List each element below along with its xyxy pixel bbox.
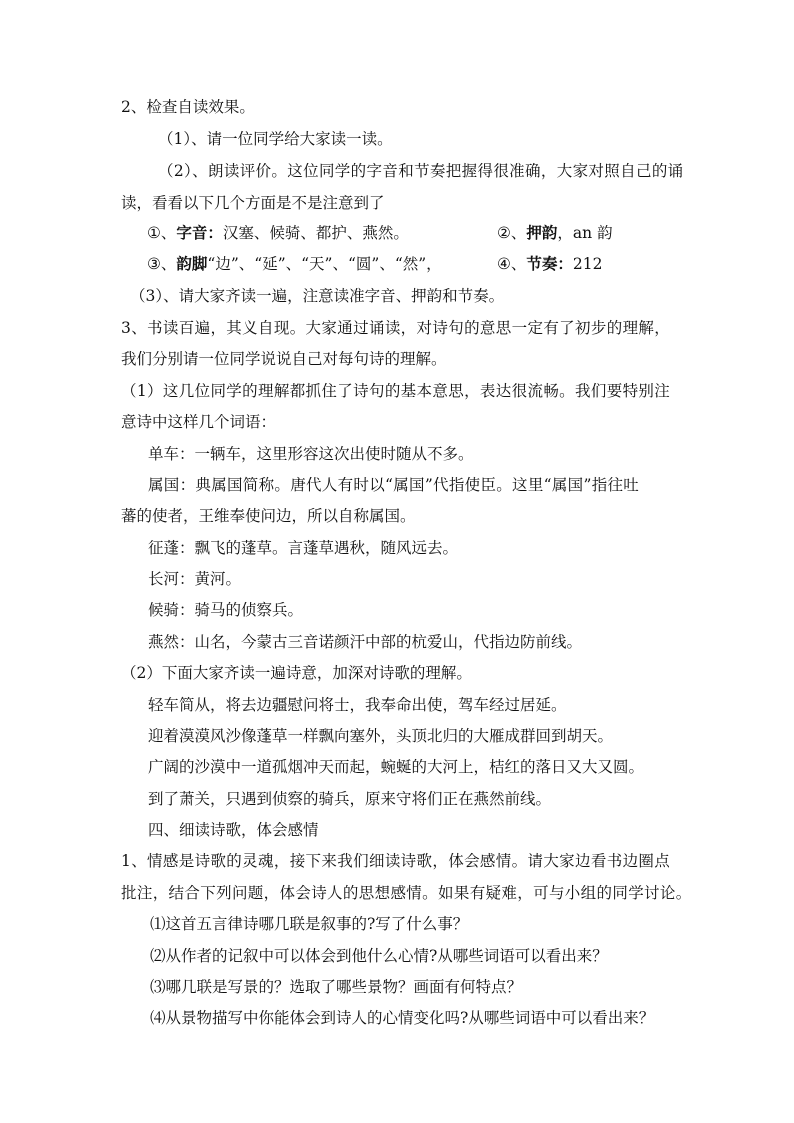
paragraph-line: （3）、请大家齐读一遍，注意读准字音、押韵和节奏。 bbox=[130, 287, 505, 305]
glossary-item: 候骑：骑马的侦察兵。 bbox=[148, 601, 304, 619]
paragraph-line: （1）、请一位同学给大家读一读。 bbox=[158, 130, 393, 148]
paragraph-line: （2）下面大家齐读一遍诗意，加深对诗歌的理解。 bbox=[121, 664, 472, 682]
paragraph-line: 意诗中这样几个词语： bbox=[121, 413, 277, 431]
glossary-item: 燕然：山名，今蒙古三音诺颜汗中部的杭爱山，代指边防前线。 bbox=[148, 633, 583, 651]
translation-line: 迎着漠漠风沙像蓬草一样飘向塞外，头顶北归的大雁成群回到胡天。 bbox=[148, 727, 614, 745]
glossary-item: 单车：一辆车，这里形容这次出使时随从不多。 bbox=[148, 445, 474, 463]
translation-line: 广阔的沙漠中一道孤烟冲天而起，蜿蜒的大河上，桔红的落日又大又圆。 bbox=[148, 758, 645, 776]
translation-line: 到了萧关，只遇到侦察的骑兵，原来守将们正在燕然前线。 bbox=[148, 790, 552, 808]
glossary-item: 蕃的使者，王维奉使问边，所以自称属国。 bbox=[121, 507, 416, 525]
question-item: ⑶哪几联是写景的？选取了哪些景物？画面有何特点？ bbox=[150, 978, 523, 996]
paragraph-line: （1）这几位同学的理解都抓住了诗句的基本意思，表达很流畅。我们要特别注 bbox=[121, 382, 671, 400]
question-item: ⑵从作者的记叙中可以体会到他什么心情?从哪些词语可以看出来？ bbox=[150, 947, 608, 965]
question-item: ⑴这首五言律诗哪几联是叙事的?写了什么事？ bbox=[150, 915, 469, 933]
glossary-item: 属国：典属国简称。唐代人有时以“属国”代指使臣。这里“属国”指往吐 bbox=[148, 476, 640, 494]
paragraph-line: （2）、朗读评价。这位同学的字音和节奏把握得很准确，大家对照自己的诵 bbox=[158, 162, 684, 180]
paragraph-line: 批注，结合下列问题，体会诗人的思想感情。如果有疑难，可与小组的同学讨论。 bbox=[121, 884, 692, 902]
section-heading: 四、细读诗歌，体会感情 bbox=[148, 821, 319, 839]
question-item: ⑷从景物描写中你能体会到诗人的心情变化吗?从哪些词语中可以看出来？ bbox=[150, 1009, 655, 1027]
point-item-3: ③、韵脚“边”、“延”、“天”、“圆”、“然”， bbox=[147, 254, 442, 273]
point-item-1: ①、字音：汉塞、候骑、都护、燕然。 bbox=[147, 223, 409, 242]
translation-line: 轻车简从，将去边疆慰问将士，我奉命出使，驾车经过居延。 bbox=[148, 696, 567, 714]
point-item-2: ②、押韵，an 韵 bbox=[497, 223, 613, 242]
step-heading: 3、书读百遍，其义自现。大家通过诵读，对诗句的意思一定有了初步的理解， bbox=[121, 319, 671, 337]
point-item-4: ④、节奏：212 bbox=[497, 254, 603, 273]
step-heading: 2、检查自读效果。 bbox=[121, 98, 255, 116]
glossary-item: 长河：黄河。 bbox=[148, 570, 242, 588]
paragraph-line: 读，看看以下几个方面是不是注意到了 bbox=[121, 194, 385, 212]
paragraph-line: 1、情感是诗歌的灵魂，接下来我们细读诗歌，体会感情。请大家边看书边圈点 bbox=[121, 852, 671, 870]
paragraph-line: 我们分别请一位同学说说自己对每句诗的理解。 bbox=[121, 350, 447, 368]
glossary-item: 征蓬：飘飞的蓬草。言蓬草遇秋，随风远去。 bbox=[148, 539, 459, 557]
